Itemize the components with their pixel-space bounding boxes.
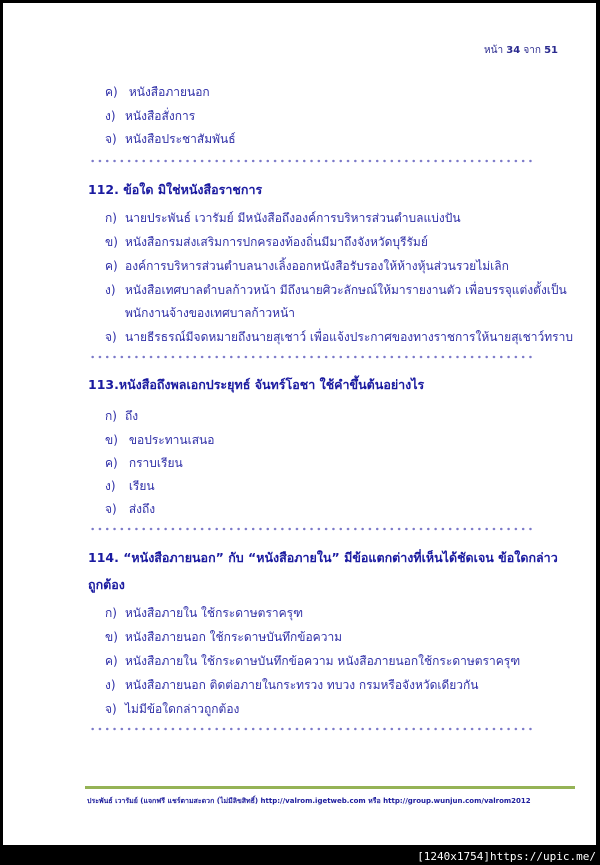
footer-text: ประพันธ์ เวารัมย์ (แจกฟรี แชร์ตามสะดวก (ไม่มีลิขสิทธิ์) http://valrom.igetweb.com หรือ http://group.wunjun.com/valrom2012 <box>87 797 531 805</box>
question-title: 114. “หนังสือภายนอก” กับ “หนังสือภายใน” มีข้อแตกต่างที่เห็นได้ชัดเจน ข้อใดกล่าว <box>88 550 558 565</box>
watermark: [1240x1754]https://upic.me/ <box>417 850 596 863</box>
option-item: ค) องค์การบริหารส่วนตำบลนางเลิ้งออกหนังสือรับรองให้ห้างหุ้นส่วนรวยไม่เลิก <box>105 259 509 273</box>
star-separator <box>89 727 535 731</box>
option-item: ค) กราบเรียน <box>105 456 183 470</box>
option-item: ง) เรียน <box>105 479 155 493</box>
star-separator <box>89 159 535 163</box>
question-title: 112. ข้อใด มิใช่หนังสือราชการ <box>88 182 263 197</box>
option-item: ก) ถึง <box>105 409 139 423</box>
option-item: ก) นายประพันธ์ เวารัมย์ มีหนังสือถึงองค์การบริหารส่วนตำบลแบ่งปัน <box>105 211 461 225</box>
question-title-continuation: ถูกต้อง <box>88 577 125 592</box>
page-number: หน้า 34 จาก 51 <box>484 45 558 56</box>
option-item: ก) หนังสือภายใน ใช้กระดาษตราครุฑ <box>105 606 304 620</box>
option-item: จ) หนังสือประชาสัมพันธ์ <box>105 132 236 146</box>
option-item: ข) หนังสือกรมส่งเสริมการปกครองท้องถิ่นมีมาถึงจังหวัดบุรีรัมย์ <box>105 235 428 249</box>
document-page <box>3 3 596 845</box>
option-item: ข) หนังสือภายนอก ใช้กระดาษบันทึกข้อความ <box>105 630 343 644</box>
option-item: จ) ส่งถึง <box>105 502 156 516</box>
option-item: ง) หนังสือสั่งการ <box>105 109 196 123</box>
option-continuation: พนักงานจ้างของเทศบาลก้าวหน้า <box>125 306 296 320</box>
footer-rule <box>85 786 575 789</box>
option-item: ง) หนังสือเทศบาลตำบลก้าวหน้า มีถึงนายศิวะลักษณ์ให้มารายงานตัว เพื่อบรรจุแต่งตั้งเป็น <box>105 283 567 297</box>
option-item: ข) ขอประทานเสนอ <box>105 433 215 447</box>
option-item: จ) นายธีรธรณ์มีจดหมายถึงนายสุเชาว์ เพื่อแจ้งประกาศของทางราชการให้นายสุเชาว์ทราบ <box>105 330 573 344</box>
option-item: ง) หนังสือภายนอก ติดต่อภายในกระทรวง ทบวง กรมหรือจังหวัดเดียวกัน <box>105 678 479 692</box>
option-item: ค) หนังสือภายใน ใช้กระดาษบันทึกข้อความ หนังสือภายนอกใช้กระดาษตราครุฑ <box>105 654 521 668</box>
option-item: ค) หนังสือภายนอก <box>105 85 210 99</box>
option-item: จ) ไม่มีข้อใดกล่าวถูกต้อง <box>105 702 240 716</box>
star-separator <box>89 527 535 531</box>
star-separator <box>89 355 535 359</box>
question-title: 113.หนังสือถึงพลเอกประยุทธ์ จันทร์โอชา ใช้คำขึ้นต้นอย่างไร <box>88 377 425 392</box>
